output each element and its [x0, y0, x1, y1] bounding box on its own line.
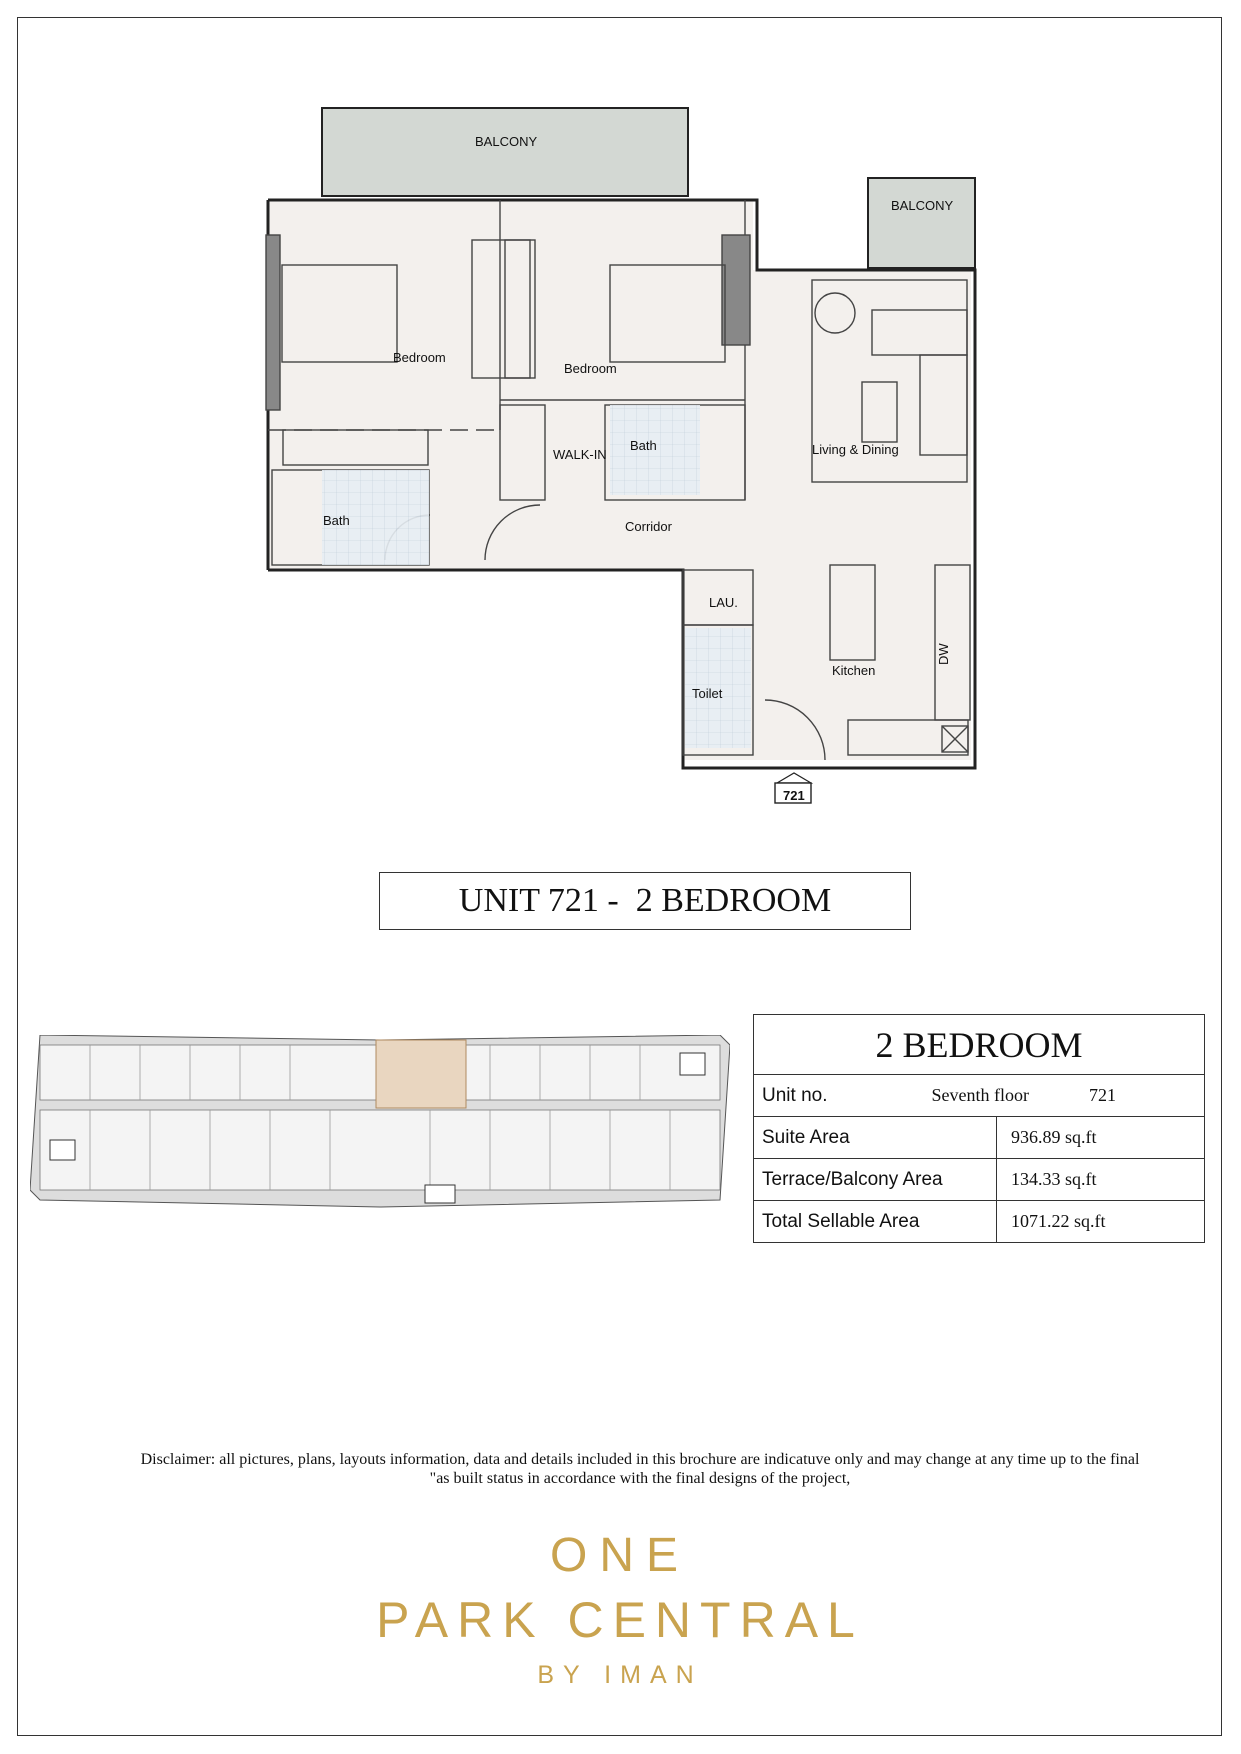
unit-no-row — [754, 1075, 1205, 1117]
logo-line-by-iman: BY IMAN — [537, 1661, 703, 1689]
total-area-label: Total Sellable Area — [754, 1201, 997, 1243]
entrance-tag — [775, 773, 811, 803]
logo-line-park-central: PARK CENTRAL — [376, 1592, 864, 1648]
floor-value: Seventh floor — [931, 1085, 1029, 1105]
brand-logo — [340, 1528, 900, 1690]
unit-no-label: Unit no. — [762, 1084, 828, 1106]
label-kitchen: Kitchen — [832, 663, 876, 678]
label-bedroom-2: Bedroom — [564, 361, 617, 376]
label-toilet: Toilet — [692, 686, 723, 701]
label-walk-in: WALK-IN — [553, 447, 607, 462]
balcony-side — [868, 178, 975, 268]
label-balcony-main: BALCONY — [475, 134, 538, 149]
unit-info-table — [753, 1014, 1205, 1243]
disclaimer — [60, 1450, 1220, 1488]
label-corridor: Corridor — [625, 519, 672, 534]
unit-highlight — [376, 1040, 466, 1108]
unit-no-value: 721 — [1089, 1085, 1116, 1105]
balcony-area-value: 134.33 sq.ft — [997, 1159, 1205, 1201]
disclaimer-line-2: "as built status in accordance with the final designs of the project, — [429, 1470, 851, 1487]
unit-title: UNIT 721 - 2 BEDROOM — [379, 872, 911, 930]
floor-plan — [0, 0, 1241, 830]
label-balcony-side: BALCONY — [891, 198, 954, 213]
label-living-dining: Living & Dining — [812, 442, 899, 457]
label-bath-main: Bath — [323, 513, 350, 528]
suite-area-label: Suite Area — [754, 1117, 997, 1159]
balcony-main — [322, 108, 688, 196]
balcony-area-label: Terrace/Balcony Area — [754, 1159, 997, 1201]
svg-text:721: 721 — [783, 788, 805, 803]
label-bedroom-1: Bedroom — [393, 350, 446, 365]
info-title: 2 BEDROOM — [754, 1015, 1205, 1075]
label-bath-en-suite: Bath — [630, 438, 657, 453]
suite-area-value: 936.89 sq.ft — [997, 1117, 1205, 1159]
logo-line-one: ONE — [549, 1529, 690, 1582]
key-plan — [30, 1035, 730, 1215]
disclaimer-line-1: Disclaimer: all pictures, plans, layouts information, data and details included in this brochure are indicatuve only and may change at any time up to the final — [140, 1451, 1140, 1468]
label-dishwasher: DW — [936, 643, 951, 665]
total-area-value: 1071.22 sq.ft — [997, 1201, 1205, 1243]
label-laundry: LAU. — [709, 595, 738, 610]
